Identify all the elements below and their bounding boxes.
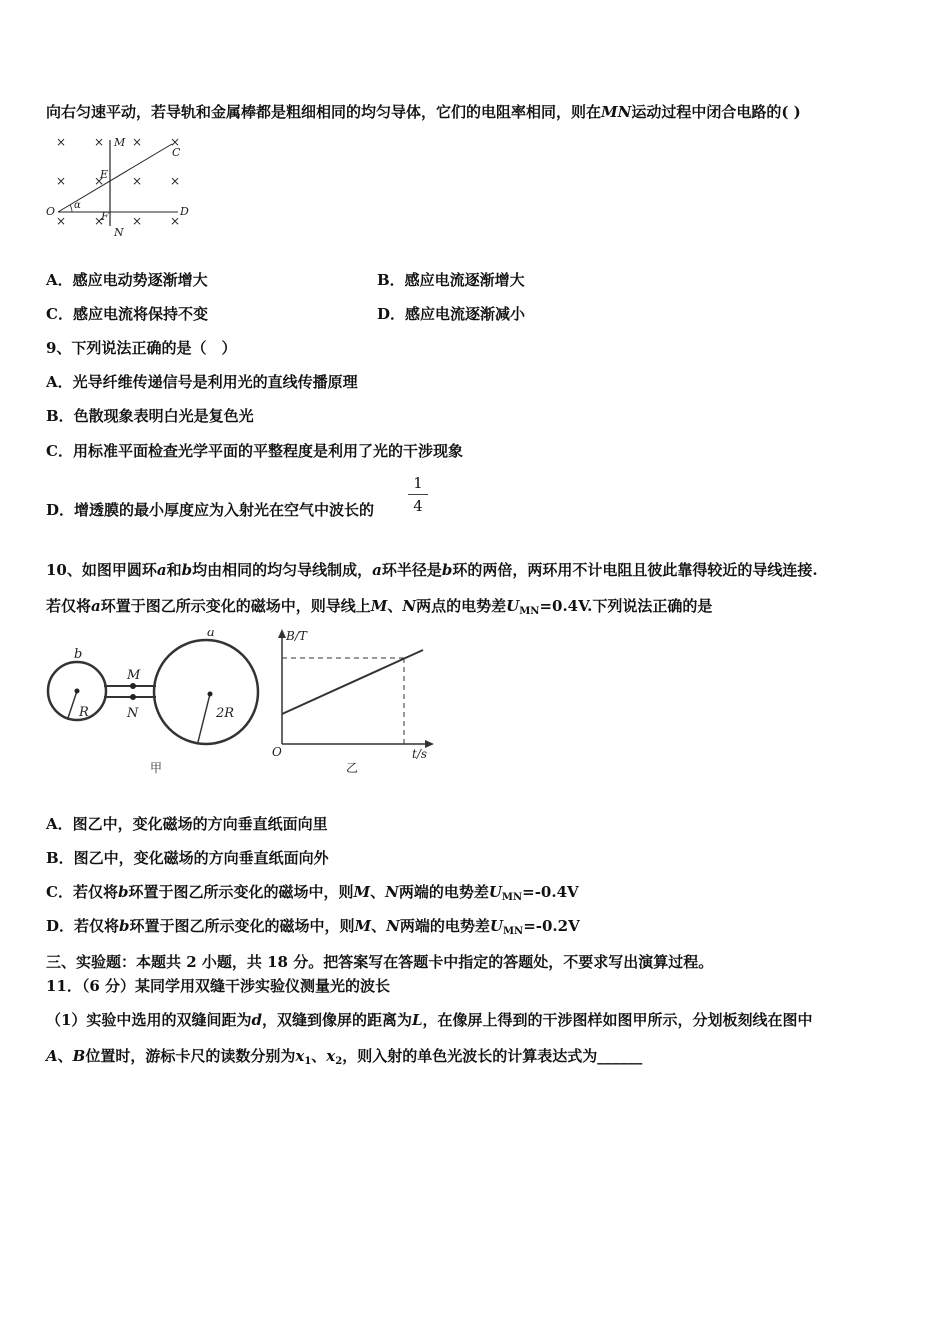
field-cross: × — [94, 214, 105, 228]
q9-option-b[interactable]: B．色散现象表明白光是复色光 — [46, 407, 254, 425]
center-b — [75, 689, 80, 694]
field-cross: × — [56, 174, 67, 188]
q10-figure-rings — [44, 630, 274, 780]
q10-figure-graph — [268, 626, 438, 776]
y-arrow — [278, 629, 286, 638]
label-M: M — [127, 668, 141, 683]
origin-label: O — [272, 745, 282, 759]
q8-option-c[interactable]: C．感应电流将保持不变 — [46, 305, 208, 323]
q11-part1-line1: （1）实验中选用的双缝间距为d，双缝到像屏的距离为L，在像屏上得到的干涉图样如图甲所示，分划板刻线在图中 — [46, 1011, 813, 1029]
field-cross: × — [132, 135, 143, 149]
q11-part1-line2: A、B位置时，游标卡尺的读数分别为$x_1$、$x_2$，则入射的单色光波长的计算表达式为______ — [46, 1047, 643, 1067]
q8-option-a[interactable]: A．感应电动势逐渐增大 — [46, 271, 208, 289]
y-axis-label: B/T — [286, 629, 307, 643]
q10-option-d[interactable]: D．若仅将b环置于图乙所示变化的磁场中，则M、N两端的电势差$U_{MN}=-0.2V$ — [46, 917, 580, 937]
field-cross: × — [170, 214, 181, 228]
radius-a — [198, 694, 210, 742]
q9-option-c[interactable]: C．用标准平面检查光学平面的平整程度是利用了光的干涉现象 — [46, 442, 463, 460]
q9-option-a[interactable]: A．光导纤维传递信号是利用光的直线传播原理 — [46, 373, 358, 391]
label-2R: 2R — [216, 706, 235, 721]
center-a — [208, 692, 213, 697]
q9-option-d[interactable]: D．增透膜的最小厚度应为入射光在空气中波长的 — [46, 501, 375, 519]
point-M — [130, 683, 136, 689]
label-E: E — [100, 168, 109, 181]
fraction-denominator: 4 — [413, 497, 423, 515]
field-cross: × — [132, 174, 143, 188]
label-ring-a: a — [207, 630, 215, 640]
q8-stem: 向右匀速平动，若导轨和金属棒都是粗细相同的均匀导体，它们的电阻率相同，则在MN运动过程中闭合电路的( ) — [46, 103, 801, 121]
field-cross: × — [170, 174, 181, 188]
point-N — [130, 694, 136, 700]
label-R: R — [79, 705, 89, 720]
q10-option-c[interactable]: C．若仅将b环置于图乙所示变化的磁场中，则M、N两端的电势差$U_{MN}=-0.4V$ — [46, 883, 579, 903]
field-cross: × — [132, 214, 143, 228]
q11-stem: 11．（6 分）某同学用双缝干涉实验仪测量光的波长 — [46, 977, 391, 995]
label-N: N — [127, 706, 139, 721]
x-axis-label: t/s — [412, 747, 428, 761]
field-cross: × — [94, 135, 105, 149]
caption-yi: 乙 — [346, 761, 359, 775]
ring-a — [154, 640, 258, 744]
label-F: F — [101, 210, 109, 223]
angle-arc — [70, 205, 72, 212]
label-C: C — [172, 146, 181, 159]
graph-line — [282, 650, 423, 714]
q8-option-d[interactable]: D．感应电流逐渐减小 — [377, 305, 526, 323]
field-cross: × — [56, 135, 67, 149]
q10-stem-line2: 若仅将a环置于图乙所示变化的磁场中，则导线上M、N两点的电势差$U_{MN}=0.4V$.下列说法正确的是 — [46, 597, 713, 617]
q10-stem-line1: 10、如图甲圆环a和b均由相同的均匀导线制成，a环半径是b环的两倍，两环用不计电阻且彼此靠得较近的导线连接. — [46, 561, 818, 579]
q10-option-a[interactable]: A．图乙中，变化磁场的方向垂直纸面向里 — [46, 815, 328, 833]
q8-option-b[interactable]: B．感应电流逐渐增大 — [377, 271, 525, 289]
caption-jia: 甲 — [150, 761, 163, 775]
fraction-bar — [408, 494, 428, 495]
label-N: N — [114, 226, 124, 239]
q9-stem: 9、下列说法正确的是（ ） — [46, 339, 237, 357]
label-alpha: α — [74, 200, 81, 211]
label-D: D — [180, 205, 189, 218]
label-O: O — [46, 205, 56, 218]
q10-option-b[interactable]: B．图乙中，变化磁场的方向垂直纸面向外 — [46, 849, 329, 867]
field-cross: × — [170, 135, 181, 149]
section-3-heading: 三、实验题：本题共 2 小题，共 18 分。把答案写在答题卡中指定的答题处，不要求写出演算过程。 — [46, 953, 714, 971]
fraction-one-quarter — [408, 474, 428, 515]
q8-figure — [44, 132, 204, 240]
label-ring-b: b — [74, 647, 83, 662]
field-cross: × — [94, 174, 105, 188]
radius-b — [68, 691, 77, 718]
label-M: M — [114, 136, 126, 149]
field-cross: × — [56, 214, 67, 228]
fraction-numerator: 1 — [413, 474, 423, 492]
